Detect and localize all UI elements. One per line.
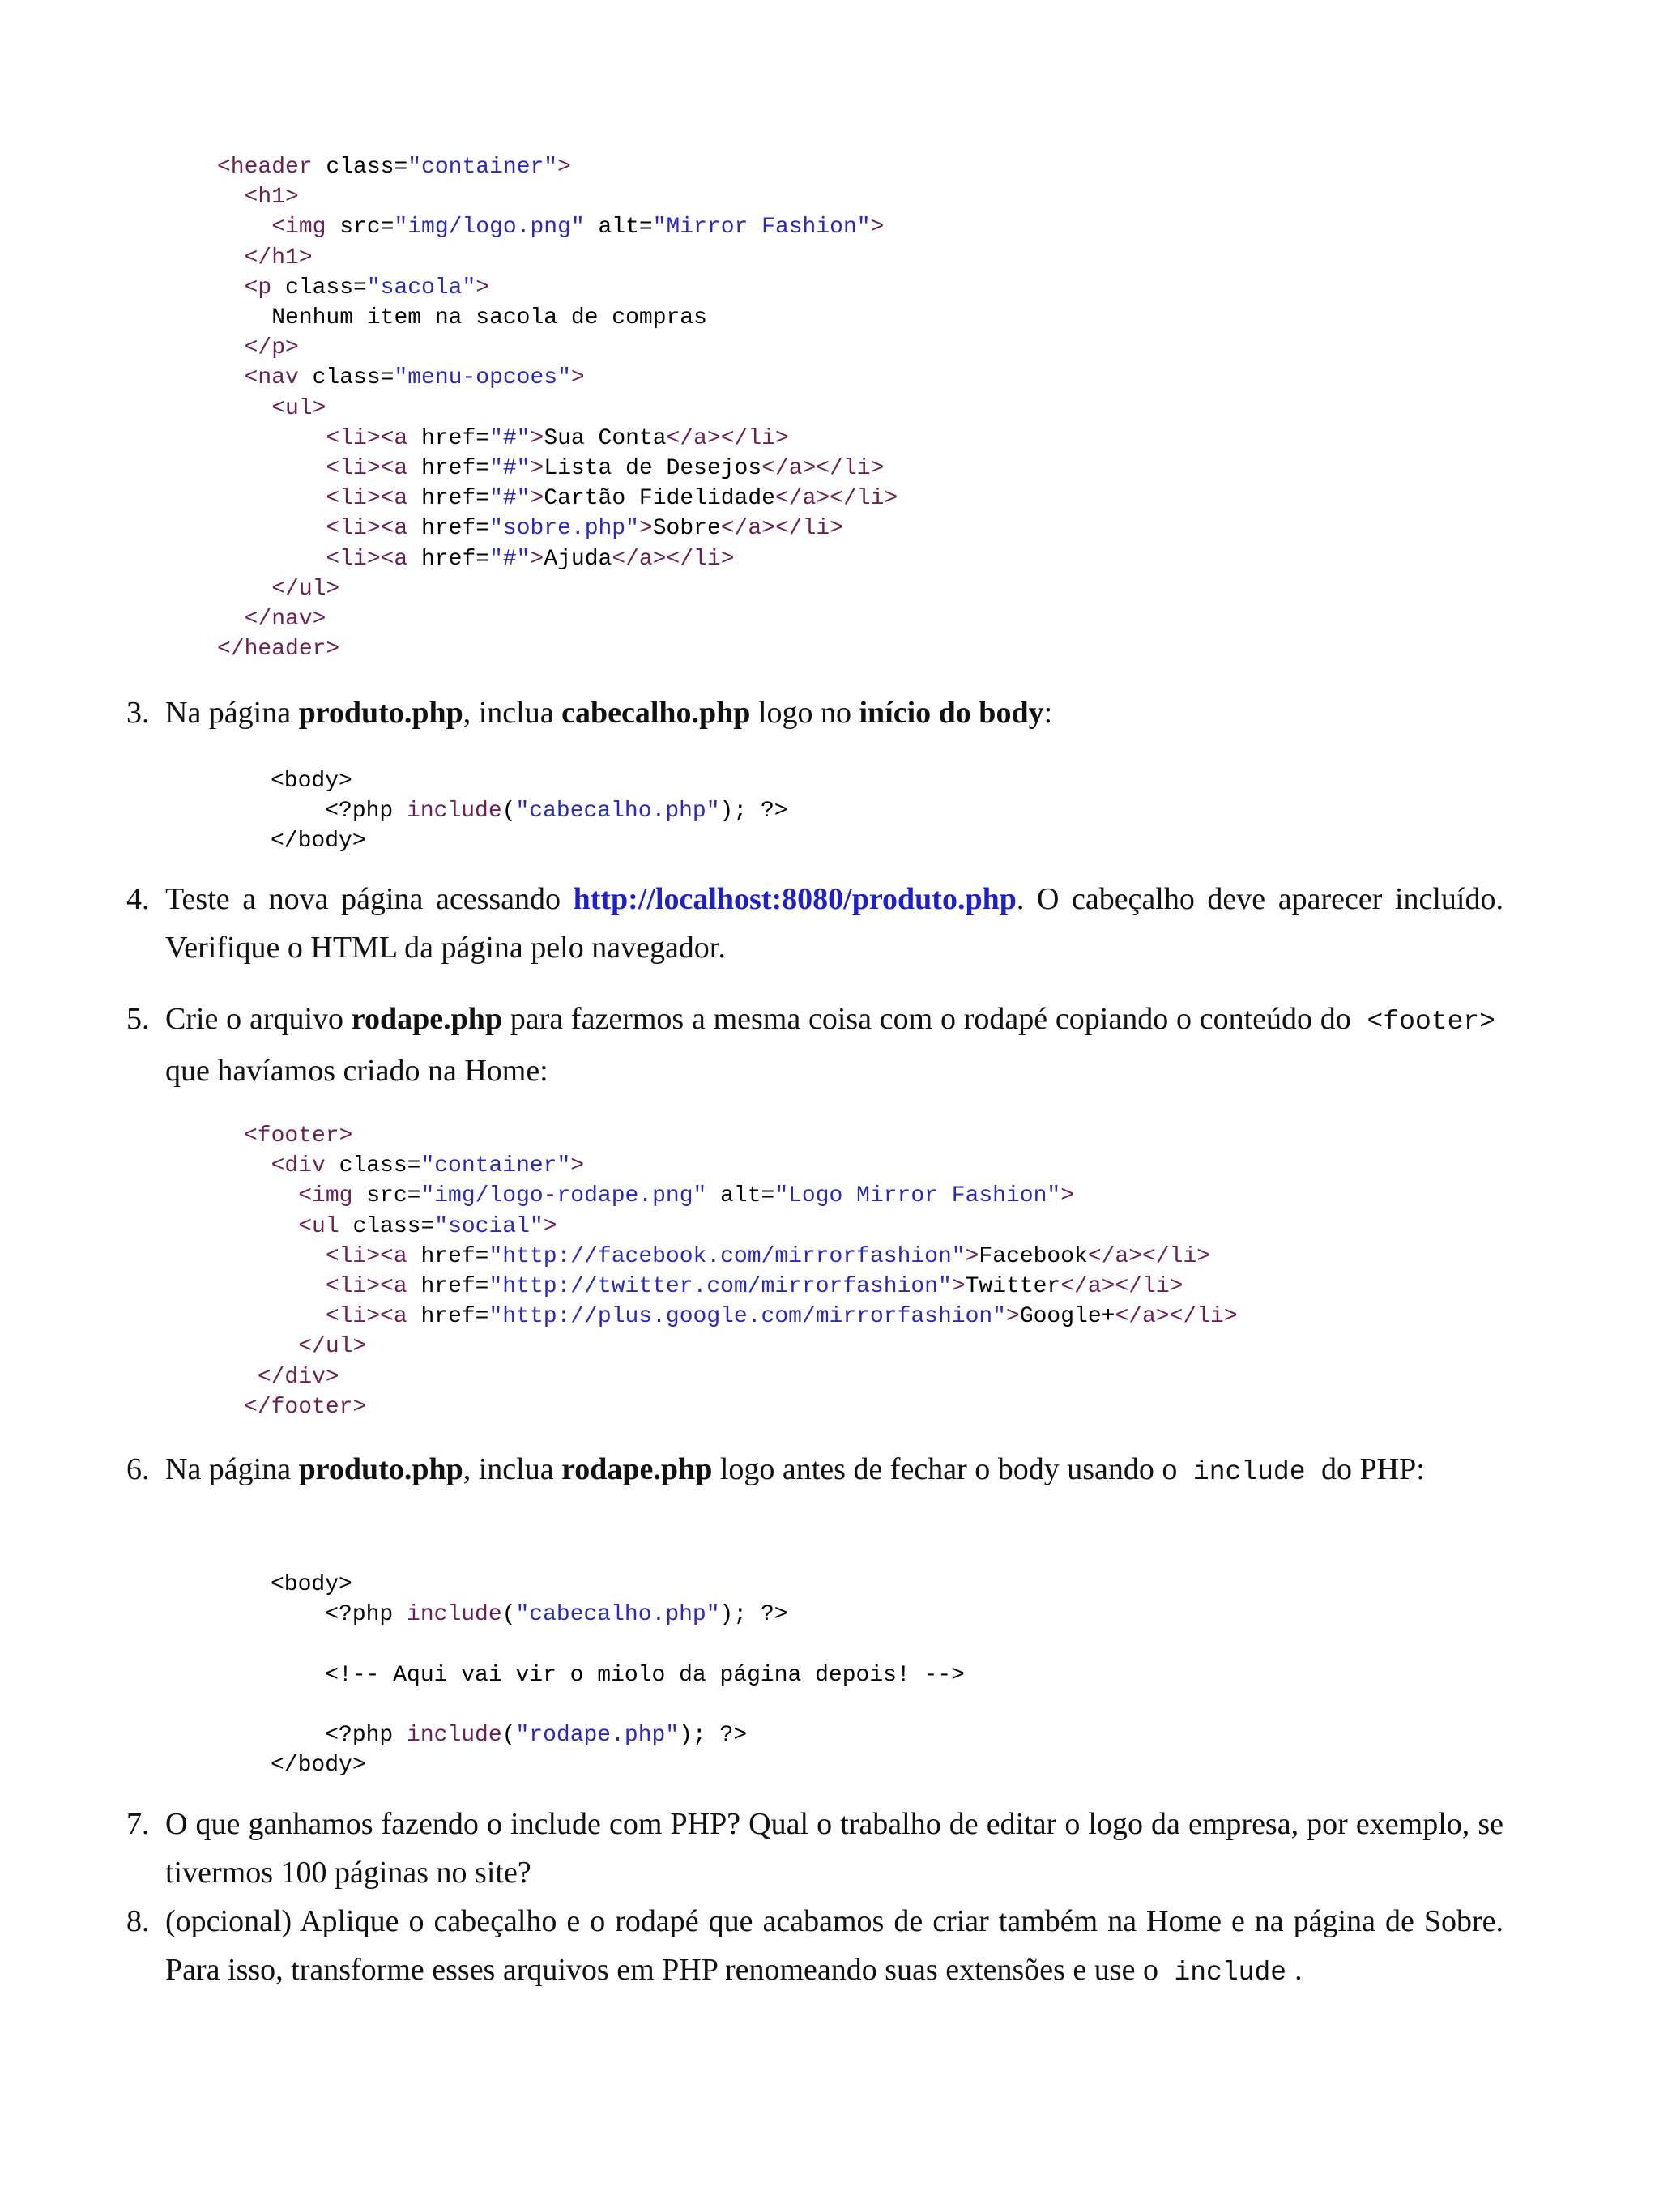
code-tag: </h1>: [244, 245, 313, 271]
code-text: Cartão Fidelidade: [544, 486, 775, 512]
code-string: "Logo Mirror Fashion": [774, 1183, 1061, 1209]
header-code-block: [217, 152, 898, 664]
code-attr: href=: [407, 546, 490, 572]
code-tag: <li><a: [326, 456, 408, 482]
code-tag: </a></li>: [1087, 1243, 1211, 1269]
step-text: , inclua: [463, 696, 562, 730]
code-tag: >: [570, 365, 585, 391]
code-attr: href=: [407, 425, 490, 451]
code-text: (: [501, 1602, 516, 1628]
step-number: 6.: [126, 1452, 150, 1486]
code-string: "#": [489, 456, 531, 482]
step-text: Teste a nova página acessando: [165, 882, 574, 916]
code-string: "#": [489, 486, 531, 512]
code-attr: class=: [271, 275, 367, 300]
inline-code: include: [1192, 1457, 1306, 1487]
code-string: "cabecalho.php": [515, 799, 720, 825]
code-tag: </a></li>: [612, 546, 735, 572]
code-text: Ajuda: [544, 546, 612, 572]
code-text: Facebook: [979, 1243, 1088, 1269]
step-bold: rodape.php: [561, 1452, 713, 1486]
footer-code-block: [244, 1121, 1238, 1422]
code-text: <body>: [271, 1572, 352, 1597]
step-8: [126, 1897, 1503, 1997]
step-text: para fazermos a mesma coisa com o rodapé copiando o conteúdo do: [502, 1002, 1359, 1036]
code-text: Sua Conta: [544, 425, 667, 451]
code-tag: <ul>: [271, 395, 326, 421]
code-tag: >: [530, 425, 544, 451]
step-text: do PHP:: [1313, 1452, 1425, 1486]
step-text: Crie o arquivo: [165, 1002, 352, 1036]
step-paragraph: O que ganhamos fazendo o include com PHP? Qual o trabalho de editar o logo da empresa, por exemplo, se tivermos 100 páginas no site?: [165, 1807, 1503, 1890]
code-tag: </footer>: [244, 1394, 367, 1420]
step-bold: início do body: [859, 696, 1044, 730]
code-attr: alt=: [706, 1183, 775, 1209]
code-attr: alt=: [584, 215, 653, 241]
code-tag: <nav: [244, 365, 299, 391]
code-tag: <li><a: [326, 425, 408, 451]
step-text: que havíamos criado na Home:: [165, 1054, 548, 1088]
code-tag: </p>: [244, 335, 299, 361]
code-string: "http://facebook.com/mirrorfashion": [488, 1243, 966, 1269]
code-tag: >: [965, 1243, 979, 1269]
step-text: (opcional) Aplique o cabeçalho e o rodapé que acabamos de criar também na Home e na página de Sobre. Para isso, transforme esses arquivos em PHP renomeando suas extensões e use o: [165, 1904, 1503, 1987]
code-tag: <div: [271, 1153, 326, 1179]
code-text: Lista de Desejos: [544, 456, 762, 482]
localhost-link[interactable]: http://localhost:8080/produto.php: [573, 882, 1017, 916]
code-attr: href=: [407, 516, 490, 542]
code-function: include: [407, 799, 502, 825]
step-4: [126, 875, 1503, 972]
step-paragraph: [165, 875, 1503, 972]
code-tag: </a></li>: [1115, 1304, 1238, 1330]
code-text: <?php: [325, 799, 407, 825]
code-string: "cabecalho.php": [515, 1602, 720, 1628]
code-tag: </header>: [217, 637, 340, 663]
code-tag: <ul: [298, 1213, 339, 1239]
code-text: Nenhum item na sacola de compras: [271, 305, 707, 331]
code-tag: >: [530, 486, 544, 512]
code-string: "#": [489, 546, 531, 572]
code-tag: >: [530, 546, 544, 572]
code-tag: >: [1006, 1304, 1020, 1330]
code-function: include: [407, 1723, 502, 1749]
step-text: Na página: [165, 1452, 299, 1486]
code-text: <?php: [325, 1723, 407, 1749]
code-attr: class=: [339, 1213, 435, 1239]
step-3: [126, 688, 1503, 737]
step-bold: rodape.php: [351, 1002, 503, 1036]
code-tag: </div>: [257, 1364, 339, 1390]
code-tag: <li><a: [326, 486, 408, 512]
code-text: ); ?>: [719, 1602, 788, 1628]
step-text: logo no: [750, 696, 859, 730]
code-string: "img/logo-rodape.png": [420, 1183, 707, 1209]
code-tag: >: [951, 1274, 966, 1300]
code-string: "menu-opcoes": [394, 365, 571, 391]
code-tag: <h1>: [244, 185, 299, 211]
code-tag: <img: [298, 1183, 353, 1209]
step-bold: cabecalho.php: [561, 696, 751, 730]
code-string: "http://twitter.com/mirrorfashion": [488, 1274, 952, 1300]
code-string: "http://plus.google.com/mirrorfashion": [488, 1304, 1006, 1330]
step-paragraph: [165, 1897, 1503, 1997]
code-tag: </a></li>: [1060, 1274, 1183, 1300]
code-tag: >: [1060, 1183, 1074, 1209]
code-string: "rodape.php": [515, 1723, 680, 1749]
code-tag: >: [638, 516, 653, 542]
code-tag: >: [476, 275, 490, 300]
code-tag: </nav>: [244, 607, 326, 633]
code-tag: >: [870, 215, 885, 241]
code-string: "sacola": [366, 275, 476, 300]
code-tag: >: [557, 155, 571, 180]
step-number: 4.: [126, 882, 150, 916]
code-tag: <header: [217, 155, 313, 180]
code-attr: src=: [352, 1183, 421, 1209]
step-7: [126, 1800, 1503, 1897]
code-comment: <!-- Aqui vai vir o miolo da página depois! -->: [325, 1662, 965, 1688]
step-number: 5.: [126, 1002, 150, 1036]
code-tag: </a></li>: [774, 486, 898, 512]
code-attr: src=: [326, 215, 394, 241]
code-function: include: [407, 1602, 502, 1628]
code-string: "container": [407, 155, 558, 180]
code-attr: href=: [407, 1274, 489, 1300]
step-text: :: [1043, 696, 1053, 730]
code-tag: >: [530, 456, 544, 482]
code-tag: <li><a: [325, 1274, 407, 1300]
code-text: Sobre: [652, 516, 721, 542]
code-text: </body>: [271, 1753, 366, 1779]
code-tag: >: [570, 1153, 585, 1179]
code-tag: >: [543, 1213, 557, 1239]
code-tag: <footer>: [244, 1123, 353, 1149]
code-text: Twitter: [965, 1274, 1061, 1300]
code-string: "container": [420, 1153, 571, 1179]
code-block-step3: [271, 766, 788, 857]
code-block-step6: [271, 1570, 965, 1780]
code-tag: <li><a: [325, 1304, 407, 1330]
step-bold: produto.php: [298, 696, 463, 730]
code-tag: </a></li>: [720, 516, 843, 542]
code-string: "#": [489, 425, 531, 451]
step-paragraph: [165, 995, 1503, 1095]
code-tag: </a></li>: [761, 456, 885, 482]
step-number: 7.: [126, 1807, 150, 1841]
code-attr: href=: [407, 1243, 489, 1269]
code-text: ); ?>: [679, 1723, 748, 1749]
code-attr: href=: [407, 456, 490, 482]
code-string: "Mirror Fashion": [652, 215, 871, 241]
code-text: (: [501, 1723, 516, 1749]
code-string: "social": [434, 1213, 544, 1239]
step-number: 3.: [126, 696, 150, 730]
code-tag: <li><a: [326, 546, 408, 572]
step-text: , inclua: [463, 1452, 562, 1486]
code-attr: href=: [407, 1304, 489, 1330]
step-bold: produto.php: [298, 1452, 463, 1486]
step-text: logo antes de fechar o body usando o: [712, 1452, 1185, 1486]
step-text: . O cabeçalho deve aparecer incluído. Verifique o HTML da página pelo navegador.: [165, 882, 1503, 965]
step-text: .: [1294, 1953, 1303, 1987]
code-attr: class=: [312, 155, 408, 180]
code-tag: </a></li>: [666, 425, 789, 451]
code-string: "img/logo.png": [394, 215, 585, 241]
code-attr: class=: [325, 1153, 421, 1179]
step-paragraph: [165, 1445, 1503, 1497]
code-text: </body>: [271, 829, 366, 855]
code-tag: </ul>: [271, 576, 340, 602]
code-tag: <li><a: [326, 516, 408, 542]
step-6: [126, 1445, 1503, 1497]
code-text: (: [501, 799, 516, 825]
step-text: Na página: [165, 696, 299, 730]
step-number: 8.: [126, 1904, 150, 1938]
code-tag: <img: [271, 215, 326, 241]
code-attr: href=: [407, 486, 490, 512]
code-text: ); ?>: [719, 799, 788, 825]
code-tag: <p: [244, 275, 272, 300]
step-5: [126, 995, 1503, 1095]
inline-code: <footer>: [1367, 1007, 1495, 1037]
code-attr: class=: [298, 365, 394, 391]
code-text: <body>: [271, 769, 352, 794]
inline-code: include: [1174, 1958, 1287, 1988]
code-tag: <li><a: [325, 1243, 407, 1269]
code-text: <?php: [325, 1602, 407, 1628]
code-tag: </ul>: [298, 1334, 367, 1360]
code-string: "sobre.php": [489, 516, 639, 542]
code-text: Google+: [1019, 1304, 1115, 1330]
